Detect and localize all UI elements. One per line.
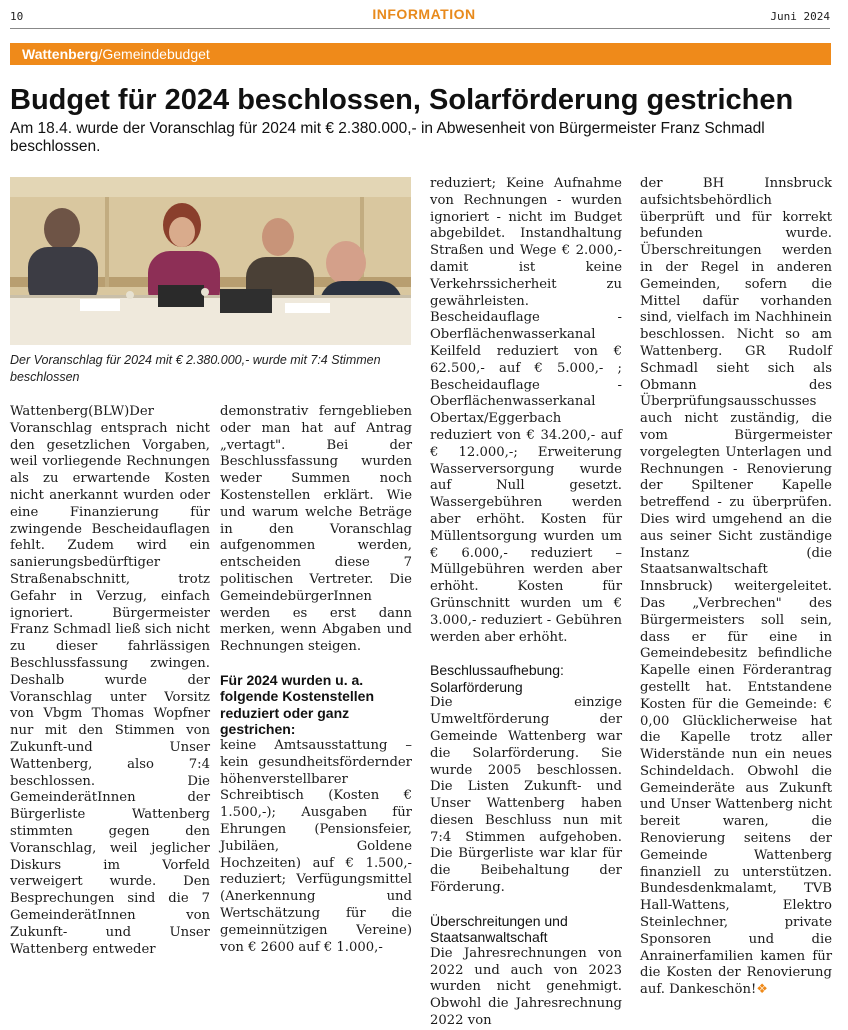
column-3-paragraph-2: Die einzige Umweltförderung der Gemeinde Wattenberg war die Solarförderung. Sie wurde 2005 beschlossen. Die Listen Zukunft- und Unser Wattenberg haben diesen Beschluss nun mit 7:4 Stimmen aufgehoben. Die Bürgerliste war klar für die Beibehaltung der Förderung.	[430, 695, 622, 896]
subheading-solar-funding: Beschlussaufhebung: Solarförderung	[430, 662, 564, 695]
lead-text: Am 18.4. wurde der Voranschlag für 2024 mit € 2.380.000,- in Abwesenheit von Bürgermeister Franz Schmadl beschlossen.	[10, 120, 765, 155]
category-town: Wattenberg	[22, 46, 99, 62]
issue-date: Juni 2024	[770, 10, 830, 23]
subheading-overruns-prosecutor: Überschreitungen und Staatsanwaltschaft	[430, 912, 568, 946]
article-photo	[10, 177, 411, 345]
category-bar	[10, 43, 831, 65]
column-1-text: Wattenberg(BLW)Der Voranschlag entsprach nicht den gesetzlichen Vorgaben, weil vorliegende Rechnungen als zu erwartende Kosten nicht anerkannt wurden oder eine Finanzierung für zwingende Bescheidauflagen fehlt. Zudem wird ein sanierungsbedürftiger Straßenabschnitt, trotz Gefahr in Verzug, einfach ignoriert. Bürgermeister Franz Schmadl ließ sich nicht zu dieser fahrlässigen Beschlussfassung zwingen. Deshalb wurde der Voranschlag unter Vorsitz von Vbgm Thomas Wopfner nur mit den Stimmen von Zukunft-und Unser Wattenberg, also 7:4 beschlossen. Die GemeinderätInnen der Bürgerliste Wattenberg stimmten gegen den Voranschlag, weil jeglicher Diskurs im Vorfeld verweigert wurde. Den Besprechungen sind die 7 GemeinderätInnen von Zukunft- und Unser Wattenberg entweder	[10, 404, 210, 957]
column-3-paragraph-1: reduziert; Keine Aufnahme von Rechnungen - wurden ignoriert - nicht im Budget abgebildet. Instandhaltung Straßen und Wege € 2.000,- damit ist keine Verkehrssicherheit zu gewährleisten. Bescheidauflage - Oberflächenwasserkanal Keilfeld reduziert von € 62.500,- auf € 5.000,- ; Bescheidauflage - Oberflächenwasserkanal Obertax/Eggerbach reduziert von € 34.200,- auf € 12.000,-; Erweiterung Wasserversorgung wurde auf Null gesetzt. Wassergebühren werden aber erhöht. Kosten für Müllentsorgung wurden um € 6.000,- reduziert – Müllgebühren werden aber erhöht. Kosten für Grünschnitt wurden um € 3.000,- reduziert - Gebühren werden aber erhöht.	[430, 176, 622, 645]
headline: Budget für 2024 beschlossen, Solarförderung gestrichen	[10, 84, 794, 116]
category-topic: /Gemeindebudget	[98, 46, 210, 62]
subheading-reduced-costs: Für 2024 wurden u. a. folgende Kostenstellen reduziert oder ganz gestrichen:	[220, 671, 375, 738]
column-2-paragraph-1: demonstrativ ferngeblieben oder man hat auf Antrag „vertagt". Bei der Beschlussfassung wurden weder Summen noch Kostenstellen erklärt. Wie und warum welche Beträge in den Voranschlag aufgenommen werden, entscheiden diese 7 politischen Vertreter. Die GemeindebürgerInnen werden es erst dann merken, wenn Abgaben und Rechnungen steigen.	[220, 404, 412, 655]
article-column-4	[640, 176, 832, 999]
page-number: 10	[10, 10, 24, 23]
column-4-text: der BH Innsbruck aufsichtsbehördlich überprüft und für korrekt befunden wurde. Überschreitungen werden in der Regel in anderen Gemeinden, sofern die Mittel dafür vorhanden sind, vielfach im Nachhinein beschlossen. Nicht so am Wattenberg. GR Rudolf Schmadl sieht sich als Obmann des Überprüfungsausschusses auch nicht zuständig, die vom Bürgermeister vorgelegten Unterlagen und Rechnungen - Renovierung der Spiltener Kapelle betreffend - zu überprüfen. Dies wird umgehend an die aus seiner Sicht zuständige Instanz (die Staatsanwaltschaft Innsbruck) weitergeleitet. Das „Verbrechen" des Bürgermeisters soll sein, dass er für eine in Gemeindebesitz befindliche Kapelle einen Förderantrag gestellt hat. Entstandene Kosten für die Gemeinde: € 0,00 Glücklicherweise hat die Kapelle trotz aller Widerstände nun ein neues Schindeldach. Obwohl die Gemeinderäte aus Zukunft und Unser Wattenberg nicht bereit waren, die Renovierung seitens der Gemeinde Wattenberg finanziell zu unterstützen. Bundesdenkmalamt, TVB Hall-Wattens, Elektro Steinlechner, private Sponsoren und die Anrainerfamilien kamen für die Kosten der Renovierung auf. Dankeschön!	[640, 176, 832, 998]
column-2-paragraph-2: keine Amtsausstattung – kein gesundheitsfördernder höhenverstellbarer Schreibtisch (Kosten € 1.500,-); Ausgaben für Ehrungen (Pensionsfeier, Jubiläen, Goldene Hochzeiten) auf € 1.500,- reduziert; Verfügungsmittel (Anerkennung und Wertschätzung für die gemeinnützigen Vereine) von € 2600 auf € 1.000,-	[220, 737, 412, 955]
meeting-photo-illustration	[10, 177, 411, 345]
article-column-3	[430, 176, 622, 1030]
photo-caption: Der Voranschlag für 2024 mit € 2.380.000,- wurde mit 7:4 Stimmen beschlossen	[10, 353, 381, 384]
column-3-paragraph-3: Die Jahresrechnungen von 2022 und auch von 2023 wurden nicht genehmigt. Obwohl die Jahresrechnung 2022 von	[430, 945, 622, 1029]
article-column-1	[10, 404, 210, 958]
article-column-2	[220, 404, 412, 956]
column-4-paragraph	[640, 176, 832, 999]
end-mark-icon: ❖	[756, 982, 769, 998]
section-label: INFORMATION	[372, 6, 476, 22]
masthead-rule	[10, 28, 830, 29]
